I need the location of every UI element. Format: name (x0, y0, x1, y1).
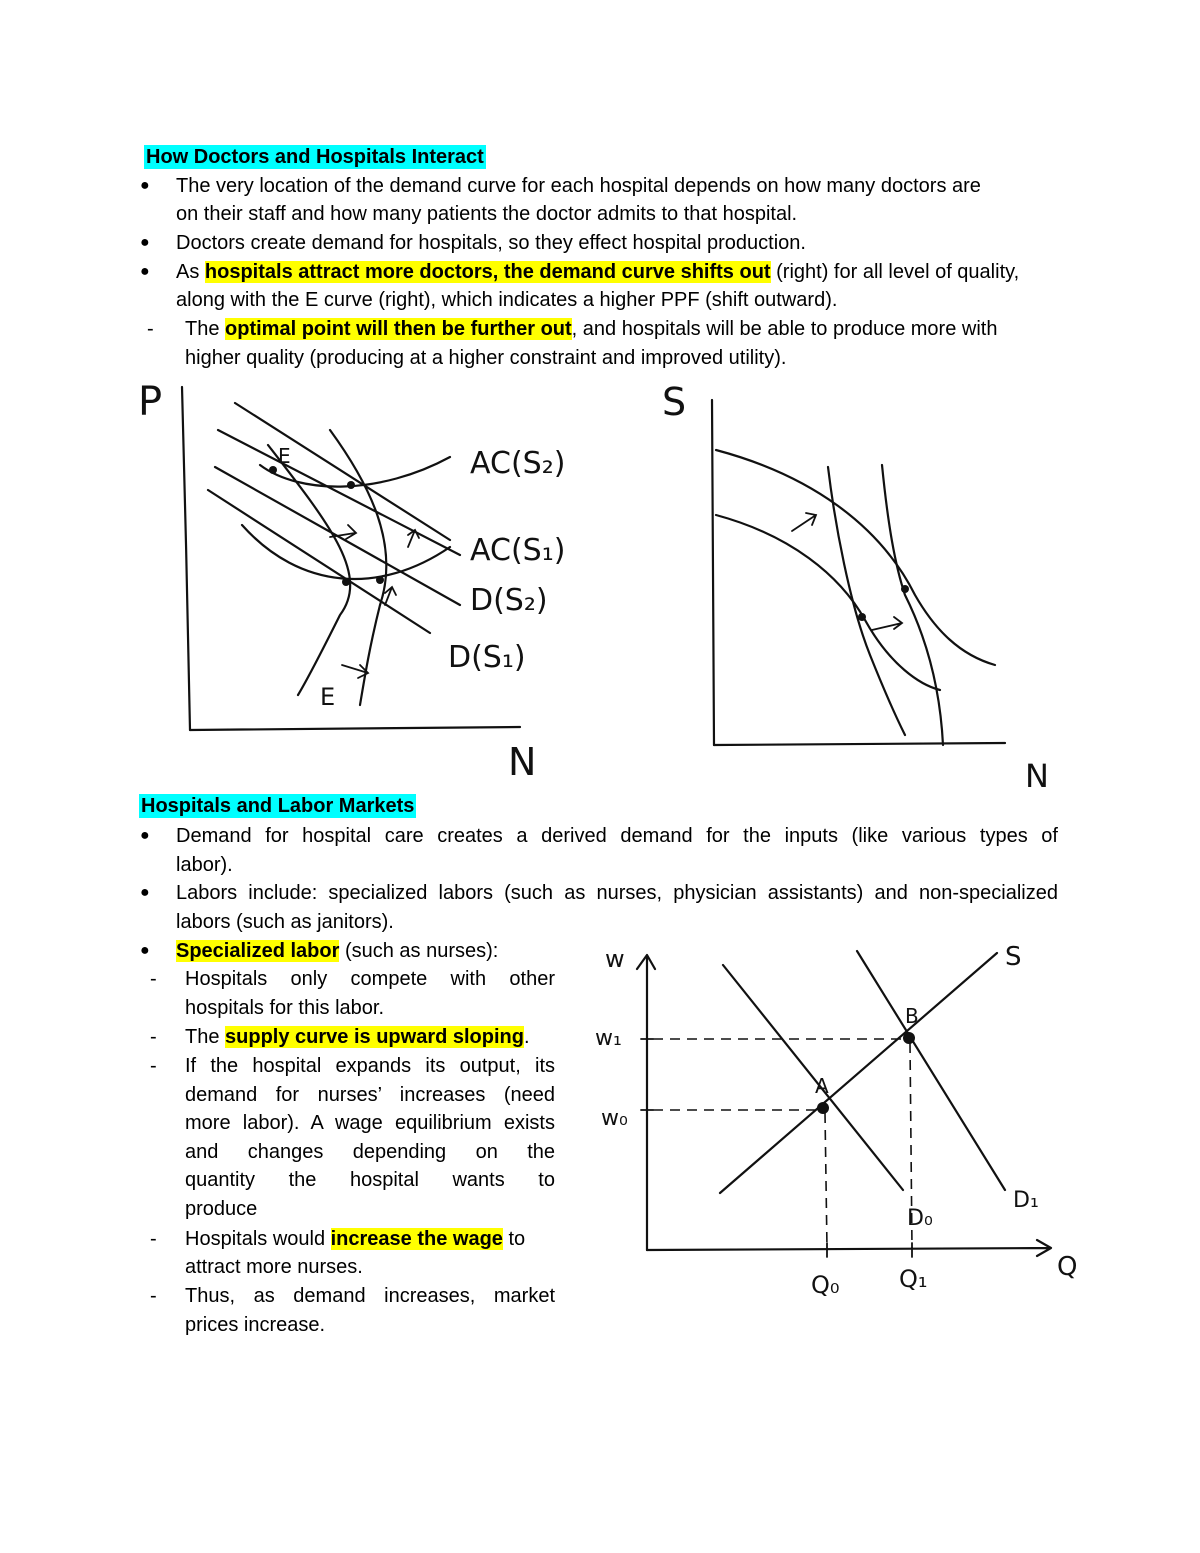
x-axis-label: N (508, 740, 537, 784)
paragraph-row: Demand for hospital care creates a derived demand for the inputs (like various types of (176, 825, 1058, 847)
paragraph-line (176, 260, 1019, 284)
highlighted-text: increase the wage (330, 1228, 503, 1250)
paragraph-row: Thus, as demand increases, market (185, 1285, 555, 1307)
text-run: . (523, 1026, 530, 1048)
equilibrium-point (342, 578, 350, 586)
paragraph-line: Doctors create demand for hospitals, so they effect hospital production. (176, 232, 806, 254)
wage-label-w1: w₁ (595, 1026, 622, 1051)
section-heading-doctors-hospitals: How Doctors and Hospitals Interact (146, 146, 484, 168)
dash-marker: - (150, 1026, 157, 1048)
paragraph-line: higher quality (producing at a higher constraint and improved utility). (185, 347, 787, 369)
label-ac-s2: AC(S₂) (470, 446, 566, 481)
equilibrium-point (858, 613, 866, 621)
paragraph-line (176, 939, 498, 963)
paragraph-row: hospitals for this labor. (185, 996, 384, 1019)
dash-marker: - (150, 1055, 157, 1077)
paragraph-line (185, 1227, 525, 1251)
dash-marker: - (150, 1285, 157, 1307)
point-label-b: B (905, 1004, 919, 1028)
equilibrium-point (901, 585, 909, 593)
demand-curve-d1 (857, 951, 1005, 1190)
graph-quality-vs-doctors (650, 375, 1070, 795)
y-axis (182, 387, 190, 730)
text-run: The (185, 318, 226, 340)
label-e-bottom: E (320, 683, 336, 711)
paragraph-line (185, 317, 997, 341)
paragraph-row: If the hospital expands its output, its (185, 1055, 555, 1077)
y-axis-label: P (138, 379, 163, 425)
y-axis (637, 955, 655, 1250)
paragraph-line (185, 1025, 530, 1049)
y-axis-label: w (605, 945, 625, 973)
paragraph-row: labors (such as janitors). (176, 910, 394, 933)
shift-arrow (792, 513, 816, 531)
equilibrium-point-a (817, 1102, 829, 1114)
text-run: , and hospitals will be able to produce more with (571, 318, 998, 340)
label-ac-s1: AC(S₁) (470, 533, 566, 568)
x-axis-label: N (1025, 757, 1049, 795)
highlighted-text: supply curve is upward sloping (225, 1026, 524, 1048)
equilibrium-point (376, 576, 384, 584)
equilibrium-point (347, 481, 355, 489)
x-axis (190, 727, 520, 730)
graph-labor-market (585, 935, 1085, 1305)
paragraph (176, 879, 1058, 936)
paragraph-row: Labors include: specialized labors (such as nurses, physician assistants) and non-specialized (176, 882, 1058, 904)
text-run: The (185, 1026, 226, 1048)
bullet-marker: ● (140, 234, 150, 251)
highlighted-text: hospitals attract more doctors, the demand curve shifts out (204, 261, 771, 283)
paragraph (176, 822, 1058, 879)
paragraph-row: quantity the hospital wants to (185, 1169, 555, 1192)
shift-arrow (872, 617, 902, 630)
y-axis (712, 400, 714, 745)
ppf-curve-outer (716, 450, 995, 665)
paragraph-line: The very location of the demand curve for each hospital depends on how many doctors are (176, 175, 981, 197)
guide-q0 (825, 1113, 827, 1248)
bullet-marker: ● (140, 263, 150, 280)
supply-curve (720, 953, 997, 1193)
quantity-label-q0: Q₀ (811, 1271, 840, 1299)
equilibrium-point-b (903, 1032, 915, 1044)
dash-marker: - (147, 318, 154, 340)
supply-label: S (1005, 942, 1022, 972)
x-axis-label: Q (1057, 1252, 1078, 1282)
equilibrium-point (269, 466, 277, 474)
demand-label-d0: D₀ (907, 1206, 933, 1231)
paragraph-row: more labor). A wage equilibrium exists (185, 1112, 555, 1135)
paragraph (185, 1282, 555, 1339)
section-heading-labor-markets: Hospitals and Labor Markets (141, 795, 415, 817)
e-curve-right (330, 430, 386, 705)
label-d-s2: D(S₂) (470, 583, 548, 618)
x-axis (647, 1240, 1051, 1256)
label-d-s1: D(S₁) (448, 640, 526, 675)
paragraph (185, 965, 555, 1022)
shift-arrow (330, 525, 356, 539)
paragraph-line: along with the E curve (right), which indicates a higher PPF (shift outward). (176, 289, 838, 311)
paragraph-row: prices increase. (185, 1313, 326, 1336)
point-label-a: A (815, 1074, 829, 1098)
paragraph-line: attract more nurses. (185, 1256, 363, 1278)
dash-marker: - (150, 1228, 157, 1250)
ppf-curve-inner (716, 515, 940, 690)
bullet-marker: ● (140, 827, 150, 844)
paragraph-line: on their staff and how many patients the doctor admits to that hospital. (176, 203, 798, 225)
quantity-label-q1: Q₁ (899, 1265, 928, 1293)
graph-price-vs-doctors (130, 375, 610, 795)
label-e-top: E (278, 444, 291, 468)
paragraph-row: labor). (176, 853, 233, 876)
demand-curve-d0 (723, 965, 903, 1190)
wage-label-w0: w₀ (601, 1106, 628, 1131)
demand-label-d1: D₁ (1013, 1188, 1039, 1213)
shift-arrow (385, 587, 396, 605)
y-axis-label: S (662, 380, 687, 424)
x-axis (714, 743, 1005, 745)
bullet-marker: ● (140, 177, 150, 194)
text-run: (such as nurses): (339, 940, 499, 962)
bullet-marker: ● (140, 884, 150, 901)
paragraph-row: and changes depending on the (185, 1140, 555, 1163)
highlighted-text: optimal point will then be further out (225, 318, 572, 340)
text-run: (right) for all level of quality, (770, 261, 1020, 283)
bullet-marker: ● (140, 942, 150, 959)
paragraph (185, 1052, 555, 1224)
e-curve-left (268, 445, 350, 695)
dash-marker: - (150, 968, 157, 990)
paragraph-row: demand for nurses’ increases (need (185, 1083, 555, 1106)
paragraph-row: produce (185, 1197, 258, 1220)
paragraph-row: Hospitals only compete with other (185, 968, 555, 990)
text-run: to (502, 1228, 526, 1250)
text-run: Hospitals would (185, 1228, 331, 1250)
highlighted-text: Specialized labor (176, 940, 340, 962)
text-run: As (176, 261, 205, 283)
